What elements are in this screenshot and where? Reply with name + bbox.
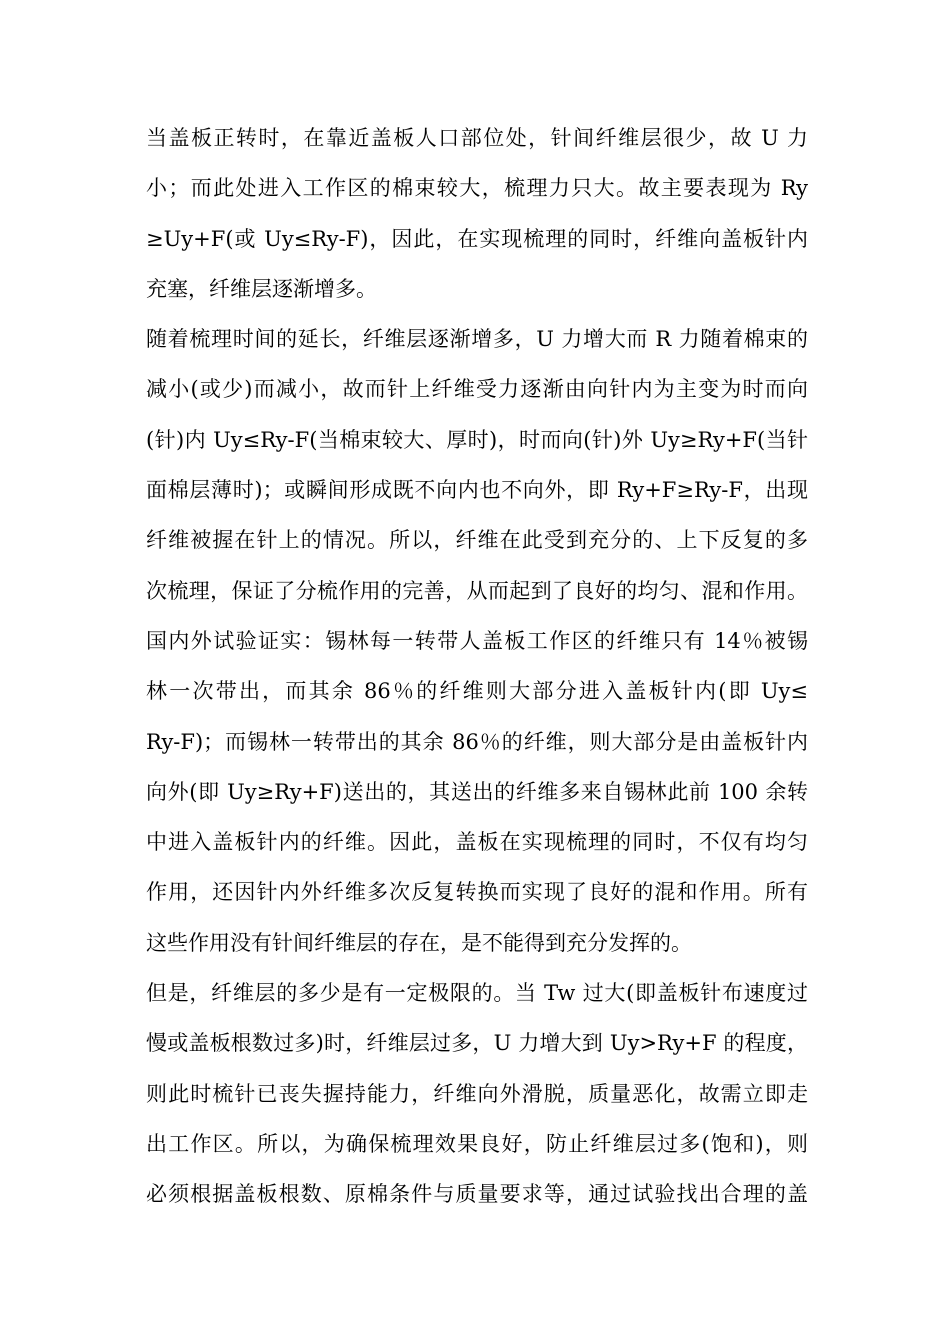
text-line: 小；而此处进入工作区的棉束较大，梳理力只大。故主要表现为 Ry	[146, 176, 808, 201]
text-line: 中进入盖板针内的纤维。因此，盖板在实现梳理的同时，不仅有均匀	[146, 830, 808, 855]
text-line: 则此时梳针已丧失握持能力，纤维向外滑脱，质量恶化，故需立即走	[146, 1081, 808, 1106]
body-text	[146, 113, 808, 1220]
text-line: 林一次带出，而其余 86％的纤维则大部分进入盖板针内(即 Uy≤	[146, 679, 808, 704]
text-line: ≥Uy+F(或 Uy≤Ry-F)，因此，在实现梳理的同时，纤维向盖板针内	[146, 226, 808, 251]
text-line: 当盖板正转时，在靠近盖板人口部位处，针间纤维层很少，故 U 力	[146, 126, 808, 150]
text-line: Ry-F)；而锡林一转带出的其余 86％的纤维，则大部分是由盖板针内	[146, 729, 808, 754]
text-line: 纤维被握在针上的情况。所以，纤维在此受到充分的、上下反复的多	[146, 528, 808, 553]
text-line: 必须根据盖板根数、原棉条件与质量要求等，通过试验找出合理的盖	[146, 1182, 808, 1207]
text-line: 但是，纤维层的多少是有一定极限的。当 Tw 过大(即盖板针布速度过	[146, 981, 808, 1006]
text-line: 出工作区。所以，为确保梳理效果良好，防止纤维层过多(饱和)，则	[146, 1131, 808, 1156]
text-line: 慢或盖板根数过多)时，纤维层过多，U 力增大到 Uy>Ry+F 的程度，	[146, 1031, 808, 1056]
text-line: 充塞，纤维层逐渐增多。	[146, 276, 377, 301]
text-line: (针)内 Uy≤Ry-F(当棉束较大、厚时)，时而向(针)外 Uy≥Ry+F(当针	[146, 427, 808, 452]
text-line: 面棉层薄时)；或瞬间形成既不向内也不向外，即 Ry+F≥Ry-F，出现	[146, 478, 808, 503]
text-line: 作用，还因针内外纤维多次反复转换而实现了良好的混和作用。所有	[146, 880, 808, 905]
text-line: 次梳理，保证了分梳作用的完善，从而起到了良好的均匀、混和作用。	[146, 578, 808, 603]
text-line: 随着梳理时间的延长，纤维层逐渐增多，U 力增大而 R 力随着棉束的	[146, 327, 808, 352]
text-line: 这些作用没有针间纤维层的存在，是不能得到充分发挥的。	[146, 930, 692, 955]
text-line: 减小(或少)而减小，故而针上纤维受力逐渐由向针内为主变为时而向	[146, 377, 808, 402]
text-line: 国内外试验证实：锡林每一转带人盖板工作区的纤维只有 14％被锡	[146, 628, 808, 653]
text-line: 向外(即 Uy≥Ry+F)送出的，其送出的纤维多来自锡林此前 100 余转	[146, 779, 808, 804]
